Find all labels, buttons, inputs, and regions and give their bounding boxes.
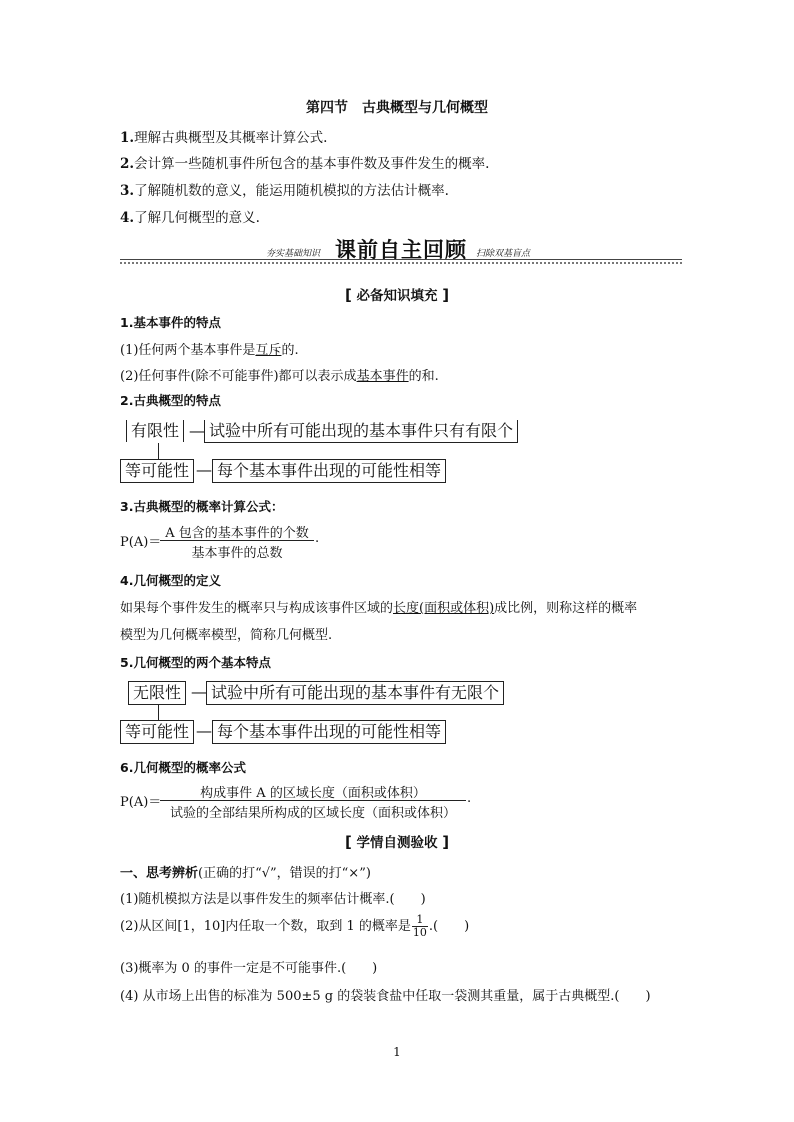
formula-denominator: 基本事件的总数: [191, 546, 283, 561]
section-header-knowledge: [ 必备知识填充 ]: [344, 286, 450, 304]
formula-end: .: [315, 531, 320, 546]
formula-numerator: 构成事件 A 的区域长度（面积或体积）: [200, 786, 426, 801]
formula-fraction: [160, 522, 314, 562]
formula-denominator: 试验的全部结果所构成的区域长度（面积或体积）: [169, 806, 456, 821]
question-4: (4) 从市场上出售的标准为 500±5 g 的袋装食盐中任取一袋测其重量，属于古典概型.( ): [120, 989, 651, 1004]
text-line: (1)任何两个基本事件是互斥的.: [120, 343, 299, 358]
page-number: 1: [393, 1045, 401, 1059]
page-title: 第四节 古典概型与几何概型: [306, 100, 488, 116]
exercise-heading: 一、思考辨析(正确的打“√”，错误的打“×”): [120, 866, 371, 881]
formula-numerator: A 包含的基本事件的个数: [165, 526, 309, 541]
text-line: 模型为几何概率模型，简称几何概型.: [120, 628, 333, 643]
feature-box-infinite: 无限性: [128, 681, 186, 705]
objective-item: 4.了解几何概型的意义.: [120, 210, 260, 226]
connector-dash: —: [189, 421, 205, 440]
heading-classical-formula: 3.古典概型的概率计算公式：: [120, 499, 284, 514]
formula-lhs: P(A)＝: [120, 795, 162, 810]
question-3: (3)概率为 0 的事件一定是不可能事件.( ): [120, 961, 378, 976]
connector-dash: —: [196, 721, 212, 740]
section-header-selftest: [ 学情自测验收 ]: [344, 833, 450, 851]
formula-fraction: [160, 782, 466, 822]
objective-item: 1.理解古典概型及其概率计算公式.: [120, 130, 328, 146]
heading-basic-events: 1.基本事件的特点: [120, 315, 221, 330]
heading-geometric-formula: 6.几何概型的概率公式: [120, 760, 246, 775]
feature-box-equal: 等可能性: [120, 459, 194, 483]
banner-dotted-rule: [120, 262, 682, 264]
fraction-one-tenth: $\frac{1}{10}$: [412, 913, 427, 939]
feature-box-finite: 有限性: [126, 420, 184, 442]
objective-item: 3.了解随机数的意义，能运用随机模拟的方法估计概率.: [120, 183, 449, 199]
feature-box-equal: 等可能性: [120, 720, 194, 744]
heading-classical-features: 2.古典概型的特点: [120, 393, 221, 408]
connector-dash: —: [196, 460, 212, 479]
banner-right-text: 扫除双基盲点: [476, 249, 531, 259]
objective-item: 2.会计算一些随机事件所包含的基本事件数及事件发生的概率.: [120, 156, 490, 172]
connector-dash: —: [191, 682, 207, 701]
heading-geometric-definition: 4.几何概型的定义: [120, 573, 221, 588]
question-1: (1)随机模拟方法是以事件发生的频率估计概率.( ): [120, 892, 426, 907]
text-line: (2)任何事件(除不可能事件)都可以表示成基本事件的和.: [120, 369, 439, 384]
connector-line: [158, 704, 159, 720]
text-line: 如果每个事件发生的概率只与构成该事件区域的长度(面积或体积)成比例，则称这样的概率: [120, 601, 638, 616]
formula-lhs: P(A)＝: [120, 535, 162, 550]
heading-geometric-features: 5.几何概型的两个基本特点: [120, 655, 271, 670]
banner-rule: [120, 259, 682, 260]
connector-line: [158, 443, 159, 459]
banner-main-text: 课前自主回顾: [335, 238, 467, 262]
banner-left-text: 夯实基础知识: [266, 249, 321, 259]
feature-desc-equal: 每个基本事件出现的可能性相等: [212, 720, 446, 744]
formula-end: .: [467, 791, 472, 806]
section-banner: [120, 232, 682, 266]
feature-desc-infinite: 试验中所有可能出现的基本事件有无限个: [206, 681, 504, 705]
feature-desc-equal: 每个基本事件出现的可能性相等: [212, 459, 446, 483]
feature-desc-finite: 试验中所有可能出现的基本事件只有有限个: [204, 420, 518, 443]
question-2: (2)从区间[1，10]内任取一个数，取到 1 的概率是 $\frac{1}{10}$ .( ): [120, 913, 470, 939]
